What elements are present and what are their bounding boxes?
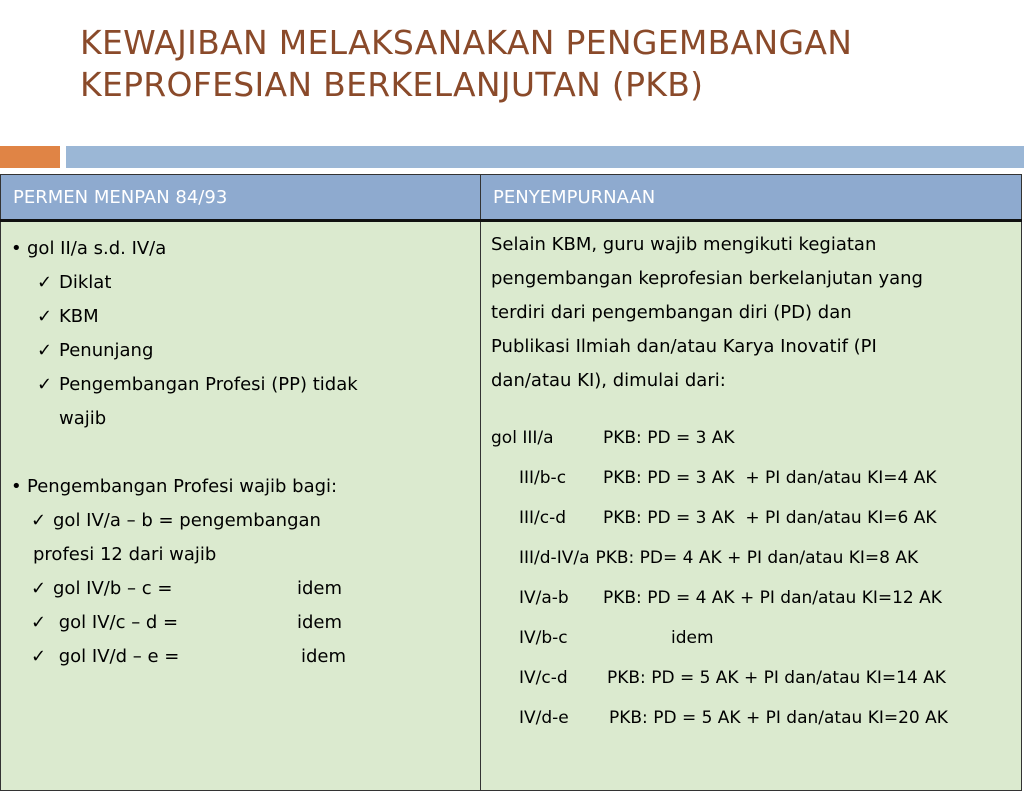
header-penyempurnaan: PENYEMPURNAAN [481,175,1022,221]
pkb-requirement: PKB: PD = 4 AK + PI dan/atau KI=12 AK [603,588,942,608]
check-icon: ✓ [31,612,47,633]
paragraph-line: Publikasi Ilmiah dan/atau Karya Inovatif (PI [491,336,877,357]
pkb-row [491,418,1013,458]
list-item [11,470,472,504]
pkb-grade: IV/c-d [519,668,568,688]
pkb-grade: III/b-c [519,468,567,488]
list-item [11,300,472,334]
item-text: Penunjang [59,340,154,361]
pkb-row [491,498,1013,538]
pkb-requirement: PKB: PD = 5 AK + PI dan/atau KI=14 AK [607,668,946,688]
pkb-requirement: PKB: PD= 4 AK + PI dan/atau KI=8 AK [595,548,919,568]
paragraph-line: terdiri dari pengembangan diri (PD) dan [491,302,852,323]
description-paragraph [491,228,1013,398]
item-text: Diklat [59,272,112,293]
list-item [11,266,472,300]
slide-title-line-1: KEWAJIBAN MELAKSANAKAN PENGEMBANGAN [80,23,853,62]
item-text: gol IV/b – c = [53,578,173,599]
list-item-continuation [11,402,472,436]
paragraph-line: dan/atau KI), dimulai dari: [491,370,726,391]
list-item [11,572,472,606]
check-icon: ✓ [37,340,53,361]
paragraph-line: Selain KBM, guru wajib mengikuti kegiatan [491,234,877,255]
check-icon: ✓ [37,306,53,327]
item-value: idem [297,612,343,633]
pkb-grade: IV/b-c [519,628,568,648]
pkb-requirement: PKB: PD = 3 AK + PI dan/atau KI=4 AK [603,468,937,488]
pkb-requirement: idem [671,628,714,648]
list-item [11,334,472,368]
item-text: Pengembangan Profesi (PP) tidak [59,374,358,395]
list-item [11,504,472,538]
pkb-row [491,578,1013,618]
paragraph-line: pengembangan keprofesian berkelanjutan yang [491,268,923,289]
table-header-row [1,175,1022,221]
table-body-row [1,221,1022,791]
check-icon: ✓ [31,510,47,531]
item-value: idem [297,578,343,599]
check-icon: ✓ [31,578,47,599]
pkb-row [491,658,1013,698]
pkb-requirement: PKB: PD = 3 AK [603,428,735,448]
item-text: KBM [59,306,99,327]
slide-title-line-2: KEPROFESIAN BERKELANJUTAN (PKB) [80,65,704,104]
item-text: gol IV/d – e = [53,646,180,667]
accent-bar-blue [66,146,1024,168]
list-item [11,232,472,266]
pkb-grade: III/c-d [519,508,567,528]
pkb-grade: IV/a-b [519,588,569,608]
pkb-row [491,458,1013,498]
item-value: idem [301,646,347,667]
pkb-grade: III/d-IV/a [519,548,590,568]
pkb-grade: gol III/a [491,428,554,448]
bullet-icon: • [11,238,22,259]
accent-bar-orange [0,146,60,168]
list-item [11,368,472,402]
slide-title [80,22,1000,106]
pkb-requirements-list [491,418,1013,738]
pkb-row [491,618,1013,658]
item-text: gol IV/c – d = [53,612,179,633]
left-cell [1,221,481,791]
item-text: gol IV/a – b = pengembangan [53,510,321,531]
check-icon: ✓ [37,272,53,293]
header-permen-menpan: PERMEN MENPAN 84/93 [1,175,481,221]
bullet-text: Pengembangan Profesi wajib bagi: [27,476,338,497]
check-icon: ✓ [37,374,53,395]
pkb-row [491,698,1013,738]
bullet-text: gol II/a s.d. IV/a [27,238,167,259]
list-item [11,640,472,674]
pkb-row [491,538,1013,578]
pkb-grade: IV/d-e [519,708,569,728]
bullet-icon: • [11,476,22,497]
pkb-requirement: PKB: PD = 5 AK + PI dan/atau KI=20 AK [609,708,948,728]
pkb-requirement: PKB: PD = 3 AK + PI dan/atau KI=6 AK [603,508,937,528]
right-cell [481,221,1022,791]
comparison-table [0,174,1022,791]
check-icon: ✓ [31,646,47,667]
list-item [11,606,472,640]
item-text: wajib [59,408,107,429]
item-text: profesi 12 dari wajib [33,544,217,565]
list-item-continuation [11,538,472,572]
